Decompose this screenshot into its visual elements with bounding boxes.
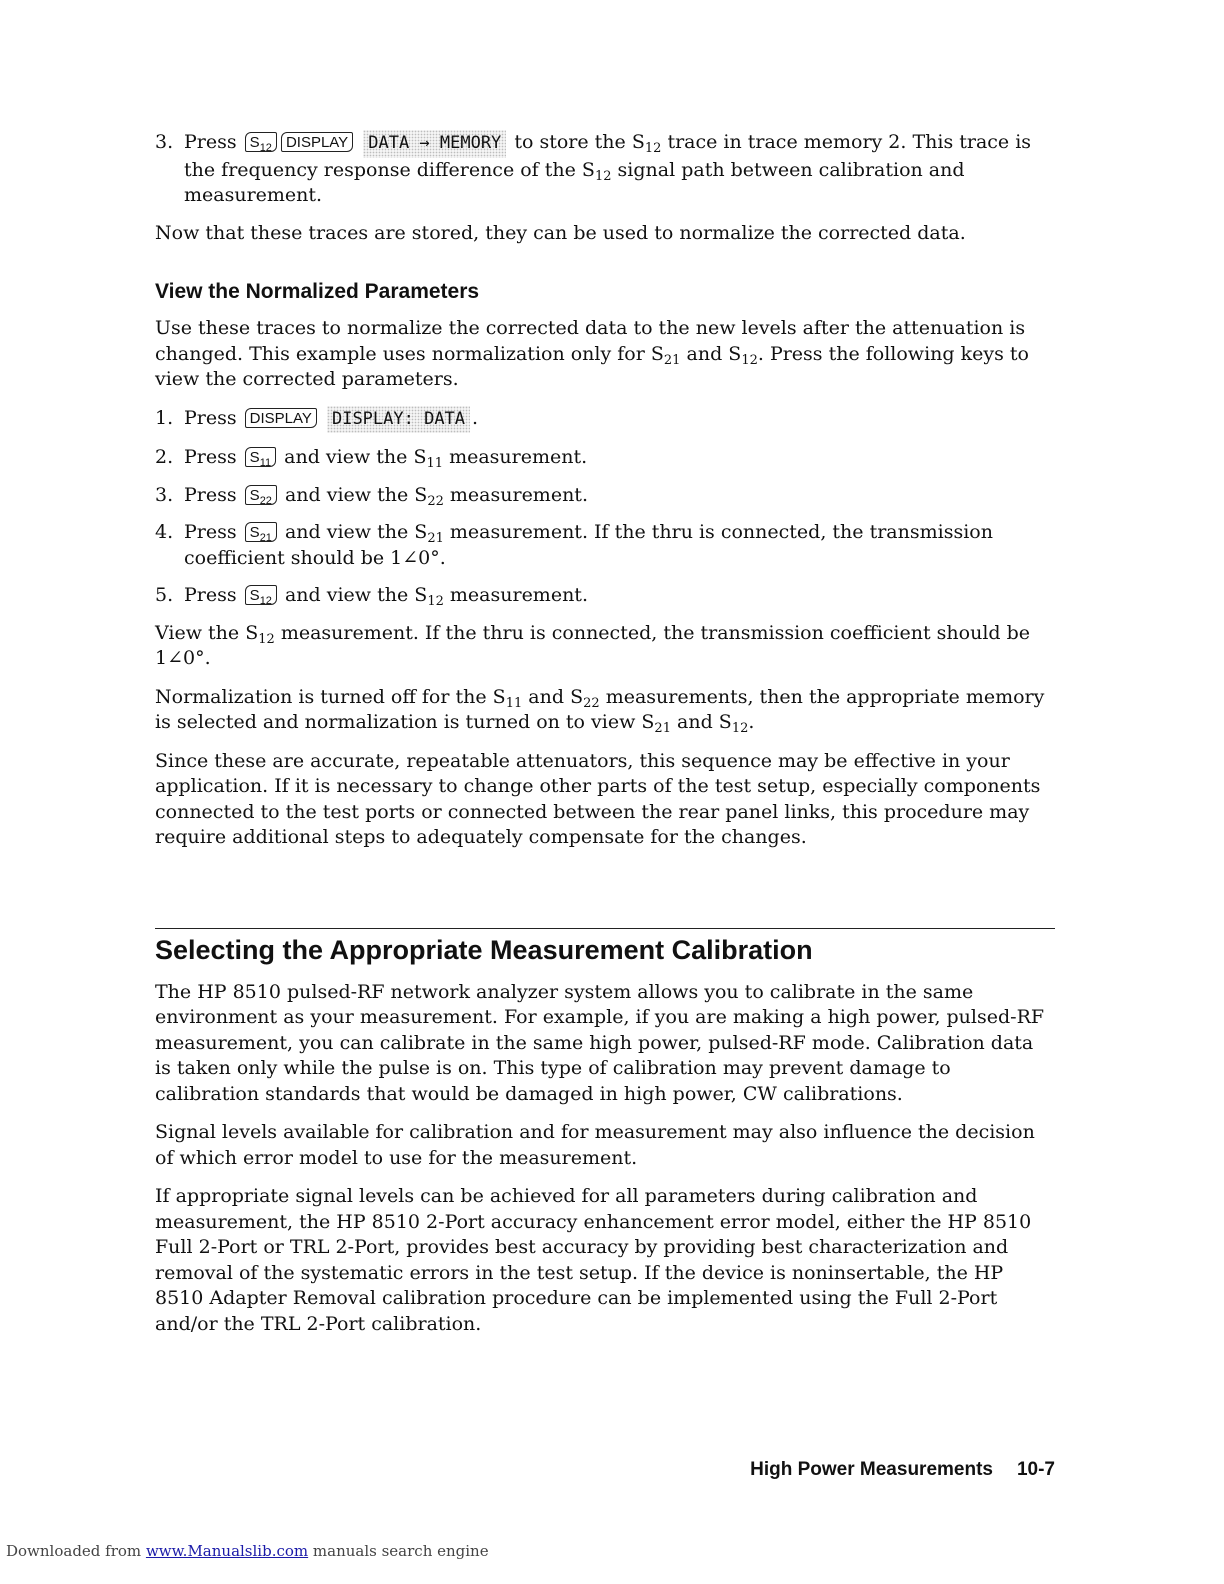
s22-hardkey[interactable]: $S_{22}$ <box>245 485 277 505</box>
step-text: Press $S_{12}$ DISPLAY DATA → MEMORY to store the $S_{12}$ trace in trace memory 2. This trace is the frequency response difference of the $S_{12}$ signal path between calibration and measurement. <box>184 131 1032 206</box>
footer-chapter-title: High Power Measurements <box>750 1459 993 1480</box>
step-number: 3. <box>155 131 174 153</box>
paragraph-since-attenuators: Since these are accurate, repeatable attenuators, this sequence may be effective in your application. If it is necessary to change other parts of the test setup, especially components connected to the test ports or connected between the rear panel links, this procedure may require additional steps to adequately compensate for the changes. <box>155 749 1041 848</box>
paragraph-normalization: Normalization is turned off for the $S_{11}$ and $S_{22}$ measurements, then the appropriate memory is selected and normalization is turned on to view $S_{21}$ and $S_{12}$. <box>155 685 1045 736</box>
section-heading-normalized: View the Normalized Parameters <box>155 280 480 303</box>
display-hardkey[interactable]: DISPLAY <box>281 132 353 152</box>
step-4: 4. Press $S_{21}$ and view the $S_{21}$ measurement. If the thru is connected, the transmission coefficient should be 1∠0°. <box>155 521 993 569</box>
display-hardkey[interactable]: DISPLAY <box>245 408 317 428</box>
step-5: 5. Press $S_{12}$ and view the $S_{12}$ measurement. <box>155 584 588 609</box>
s12-param: $S_{12}$ <box>581 158 612 184</box>
paragraph-signal-levels: Signal levels available for calibration and for measurement may also influence the decision of which error model to use for the measurement. <box>155 1121 1035 1169</box>
s12-hardkey[interactable]: $S_{12}$ <box>245 132 277 152</box>
step-store-s12 <box>155 130 1055 209</box>
paragraph-view-s12: View the $S_{12}$ measurement. If the thru is connected, the transmission coefficient should be 1∠0°. <box>155 621 1031 669</box>
page-footer <box>750 1459 1055 1481</box>
s21-hardkey[interactable]: $S_{21}$ <box>245 522 277 542</box>
s12-param: $S_{12}$ <box>631 131 662 156</box>
section-heading-selecting: Selecting the Appropriate Measurement Calibration <box>155 934 813 965</box>
step-3: 3. Press $S_{22}$ and view the $S_{22}$ measurement. <box>155 483 588 509</box>
section-divider <box>155 928 1055 929</box>
s12-hardkey[interactable]: $S_{12}$ <box>245 585 277 605</box>
manualslib-link[interactable]: www.Manualslib.com <box>145 1542 309 1560</box>
download-banner: Downloaded from www.Manualslib.com manuals search engine <box>6 1542 489 1560</box>
step-2: 2. Press $S_{11}$ and view the $S_{11}$ measurement. <box>155 446 588 471</box>
display-data-softkey[interactable]: DISPLAY: DATA <box>327 406 470 434</box>
s11-hardkey[interactable]: $S_{11}$ <box>245 447 276 467</box>
paragraph-now-stored: Now that these traces are stored, they can be used to normalize the corrected data. <box>155 221 966 244</box>
step-1: 1. Press DISPLAY DISPLAY: DATA . <box>155 406 1055 434</box>
paragraph-hp8510: The HP 8510 pulsed-RF network analyzer system allows you to calibrate in the same environment as your measurement. For example, if you are making a high power, pulsed-RF measurement, you can calibrate in the same high power, pulsed-RF mode. Calibration data is taken only while the pulse is on. This type of calibration may prevent damage to calibration standards that would be damaged in high power, CW calibrations. <box>155 980 1045 1105</box>
paragraph-use-traces: Use these traces to normalize the corrected data to the new levels after the attenuation is changed. This example uses normalization only for $S_{21}$ and $S_{12}$. Press the following keys to view the corrected parameters. <box>155 317 1029 390</box>
document-page <box>155 130 1055 1350</box>
paragraph-if-appropriate: If appropriate signal levels can be achieved for all parameters during calibration and measurement, the HP 8510 2-Port accuracy enhancement error model, either the HP 8510 Full 2-Port or TRL 2-Port, provides best accuracy by providing best characterization and removal of the systematic errors in the test setup. If the device is noninsertable, the HP 8510 Adapter Removal calibration procedure can be implemented using the Full 2-Port and/or the TRL 2-Port calibration. <box>155 1185 1032 1335</box>
data-to-memory-softkey[interactable]: DATA → MEMORY <box>363 130 506 158</box>
footer-page-number: 10-7 <box>1016 1459 1055 1480</box>
